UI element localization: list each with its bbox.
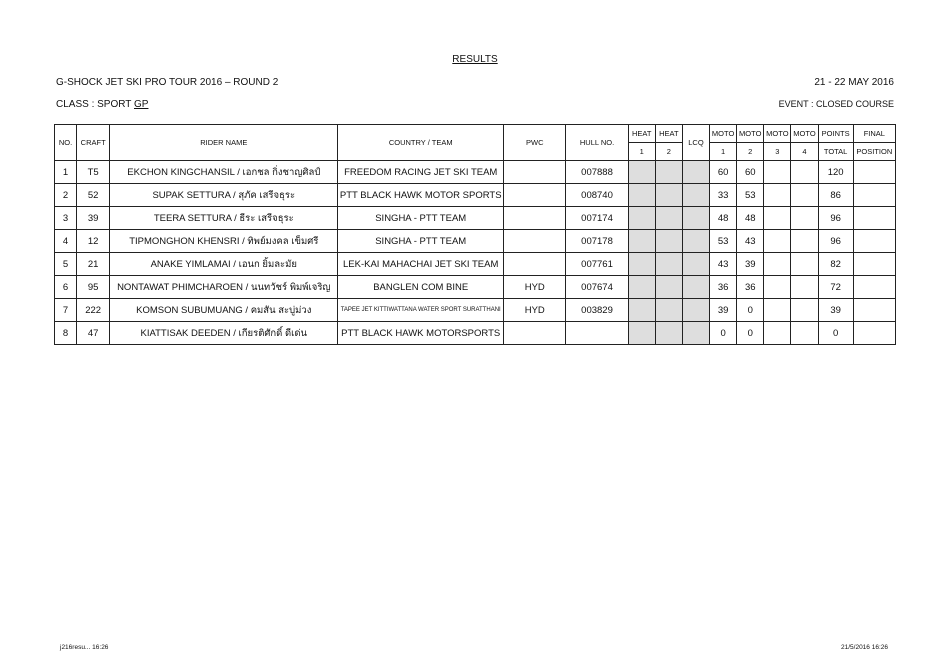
cell-pwc xyxy=(504,207,566,230)
cell-final xyxy=(853,253,895,276)
header-heat1: HEAT xyxy=(628,125,655,143)
table-row xyxy=(55,161,896,184)
header-heat1-num: 1 xyxy=(628,143,655,161)
cell-craft: 222 xyxy=(77,299,110,322)
cell-moto3 xyxy=(764,322,791,345)
cell-moto2: 60 xyxy=(737,161,764,184)
cell-hull: 003829 xyxy=(566,299,628,322)
header-heat2: HEAT xyxy=(655,125,682,143)
header-row-top xyxy=(55,125,896,143)
cell-final xyxy=(853,161,895,184)
header-craft: CRAFT xyxy=(77,125,110,161)
cell-heat1 xyxy=(628,299,655,322)
cell-hull: 007674 xyxy=(566,276,628,299)
header-points-total: TOTAL xyxy=(818,143,853,161)
cell-moto2: 53 xyxy=(737,184,764,207)
header-no: NO. xyxy=(55,125,77,161)
cell-pwc xyxy=(504,253,566,276)
cell-moto3 xyxy=(764,276,791,299)
cell-moto3 xyxy=(764,161,791,184)
cell-heat2 xyxy=(655,322,682,345)
cell-moto1: 39 xyxy=(710,299,737,322)
cell-moto4 xyxy=(791,161,818,184)
cell-heat2 xyxy=(655,299,682,322)
event-type: EVENT : CLOSED COURSE xyxy=(778,99,894,109)
header-moto1-num: 1 xyxy=(710,143,737,161)
cell-no: 1 xyxy=(55,161,77,184)
cell-heat2 xyxy=(655,253,682,276)
cell-moto3 xyxy=(764,253,791,276)
cell-moto2: 39 xyxy=(737,253,764,276)
cell-moto4 xyxy=(791,230,818,253)
header-moto1: MOTO xyxy=(710,125,737,143)
cell-rider: KOMSON SUBUMUANG / คมสัน สะบู่ม่วง xyxy=(110,299,338,322)
results-table xyxy=(54,124,896,345)
cell-rider: ANAKE YIMLAMAI / เอนก ยิ้มละมัย xyxy=(110,253,338,276)
cell-moto4 xyxy=(791,299,818,322)
header-moto3: MOTO xyxy=(764,125,791,143)
cell-lcq xyxy=(682,322,709,345)
header-moto4: MOTO xyxy=(791,125,818,143)
cell-pwc: HYD xyxy=(504,276,566,299)
cell-moto2: 36 xyxy=(737,276,764,299)
cell-lcq xyxy=(682,161,709,184)
cell-total: 72 xyxy=(818,276,853,299)
header-hull: HULL NO. xyxy=(566,125,628,161)
cell-heat1 xyxy=(628,184,655,207)
cell-team: TAPEE JET KITTIWATTANA WATER SPORT SURATTHANI xyxy=(338,299,504,322)
cell-final xyxy=(853,322,895,345)
cell-final xyxy=(853,299,895,322)
cell-lcq xyxy=(682,253,709,276)
cell-team: PTT BLACK HAWK MOTORSPORTS xyxy=(338,322,504,345)
event-name: G-SHOCK JET SKI PRO TOUR 2016 – ROUND 2 xyxy=(56,77,279,88)
header-moto4-num: 4 xyxy=(791,143,818,161)
header-rider: RIDER NAME xyxy=(110,125,338,161)
cell-lcq xyxy=(682,230,709,253)
cell-rider: KIATTISAK DEEDEN / เกียรติศักดิ์ ดีเด่น xyxy=(110,322,338,345)
cell-rider: TEERA SETTURA / ธีระ เสรีจธุระ xyxy=(110,207,338,230)
cell-moto4 xyxy=(791,184,818,207)
cell-rider: TIPMONGHON KHENSRI / ทิพย์มงคล เข็มศรี xyxy=(110,230,338,253)
cell-heat1 xyxy=(628,322,655,345)
table-row xyxy=(55,299,896,322)
cell-moto4 xyxy=(791,207,818,230)
cell-heat1 xyxy=(628,253,655,276)
cell-no: 5 xyxy=(55,253,77,276)
cell-heat2 xyxy=(655,230,682,253)
cell-team: FREEDOM RACING JET SKI TEAM xyxy=(338,161,504,184)
cell-moto2: 0 xyxy=(737,299,764,322)
cell-moto3 xyxy=(764,230,791,253)
cell-hull: 007761 xyxy=(566,253,628,276)
cell-moto1: 43 xyxy=(710,253,737,276)
cell-moto4 xyxy=(791,253,818,276)
table-row xyxy=(55,184,896,207)
cell-rider: EKCHON KINGCHANSIL / เอกชล กิ่งชาญศิลป์ xyxy=(110,161,338,184)
cell-moto3 xyxy=(764,207,791,230)
cell-moto3 xyxy=(764,299,791,322)
cell-lcq xyxy=(682,207,709,230)
header-final: FINAL xyxy=(853,125,895,143)
header-moto2-num: 2 xyxy=(737,143,764,161)
cell-final xyxy=(853,207,895,230)
cell-no: 8 xyxy=(55,322,77,345)
cell-moto1: 33 xyxy=(710,184,737,207)
header-lcq: LCQ xyxy=(682,125,709,161)
cell-craft: 39 xyxy=(77,207,110,230)
cell-team: BANGLEN COM BINE xyxy=(338,276,504,299)
class-gp: GP xyxy=(134,99,149,110)
cell-heat1 xyxy=(628,207,655,230)
cell-team: LEK-KAI MAHACHAI JET SKI TEAM xyxy=(338,253,504,276)
cell-pwc xyxy=(504,161,566,184)
footer-file: j216resu... 16:26 xyxy=(60,644,109,651)
cell-heat2 xyxy=(655,276,682,299)
cell-total: 39 xyxy=(818,299,853,322)
cell-moto2: 48 xyxy=(737,207,764,230)
cell-final xyxy=(853,230,895,253)
cell-total: 96 xyxy=(818,230,853,253)
cell-craft: T5 xyxy=(77,161,110,184)
table-row xyxy=(55,322,896,345)
cell-craft: 95 xyxy=(77,276,110,299)
cell-craft: 52 xyxy=(77,184,110,207)
cell-hull: 007888 xyxy=(566,161,628,184)
cell-heat1 xyxy=(628,161,655,184)
cell-moto4 xyxy=(791,322,818,345)
cell-heat2 xyxy=(655,207,682,230)
table-row xyxy=(55,253,896,276)
cell-moto1: 0 xyxy=(710,322,737,345)
cell-final xyxy=(853,184,895,207)
table-row xyxy=(55,230,896,253)
cell-no: 6 xyxy=(55,276,77,299)
cell-no: 4 xyxy=(55,230,77,253)
cell-pwc xyxy=(504,184,566,207)
cell-lcq xyxy=(682,299,709,322)
cell-heat2 xyxy=(655,161,682,184)
cell-moto1: 60 xyxy=(710,161,737,184)
cell-hull: 007174 xyxy=(566,207,628,230)
event-dates: 21 - 22 MAY 2016 xyxy=(814,77,894,88)
cell-moto1: 53 xyxy=(710,230,737,253)
cell-hull: 008740 xyxy=(566,184,628,207)
cell-team: SINGHA - PTT TEAM xyxy=(338,207,504,230)
header-moto2: MOTO xyxy=(737,125,764,143)
cell-no: 2 xyxy=(55,184,77,207)
cell-rider: NONTAWAT PHIMCHAROEN / นนทวัชร์ พิมพ์เจริญ xyxy=(110,276,338,299)
header-moto3-num: 3 xyxy=(764,143,791,161)
cell-moto2: 0 xyxy=(737,322,764,345)
cell-hull xyxy=(566,322,628,345)
cell-heat1 xyxy=(628,276,655,299)
class-prefix: CLASS : SPORT xyxy=(56,99,134,110)
cell-moto1: 36 xyxy=(710,276,737,299)
cell-total: 120 xyxy=(818,161,853,184)
cell-rider: SUPAK SETTURA / สุภัค เสรีจธุระ xyxy=(110,184,338,207)
cell-moto4 xyxy=(791,276,818,299)
footer-timestamp: 21/5/2016 16:26 xyxy=(841,644,888,651)
cell-total: 96 xyxy=(818,207,853,230)
cell-total: 86 xyxy=(818,184,853,207)
cell-pwc xyxy=(504,230,566,253)
cell-no: 3 xyxy=(55,207,77,230)
cell-pwc xyxy=(504,322,566,345)
cell-heat1 xyxy=(628,230,655,253)
cell-moto3 xyxy=(764,184,791,207)
page-title: RESULTS xyxy=(452,54,498,65)
cell-team: SINGHA - PTT TEAM xyxy=(338,230,504,253)
cell-total: 82 xyxy=(818,253,853,276)
cell-hull: 007178 xyxy=(566,230,628,253)
header-heat2-num: 2 xyxy=(655,143,682,161)
cell-lcq xyxy=(682,276,709,299)
results-body xyxy=(55,161,896,345)
cell-total: 0 xyxy=(818,322,853,345)
header-final-position: POSITION xyxy=(853,143,895,161)
header-points: POINTS xyxy=(818,125,853,143)
cell-final xyxy=(853,276,895,299)
table-row xyxy=(55,276,896,299)
cell-no: 7 xyxy=(55,299,77,322)
header-pwc: PWC xyxy=(504,125,566,161)
header-team: COUNTRY / TEAM xyxy=(338,125,504,161)
cell-craft: 47 xyxy=(77,322,110,345)
cell-craft: 12 xyxy=(77,230,110,253)
cell-pwc: HYD xyxy=(504,299,566,322)
cell-moto2: 43 xyxy=(737,230,764,253)
class-label xyxy=(56,99,148,110)
cell-lcq xyxy=(682,184,709,207)
cell-moto1: 48 xyxy=(710,207,737,230)
cell-craft: 21 xyxy=(77,253,110,276)
cell-team: PTT BLACK HAWK MOTOR SPORTS xyxy=(338,184,504,207)
table-row xyxy=(55,207,896,230)
cell-heat2 xyxy=(655,184,682,207)
